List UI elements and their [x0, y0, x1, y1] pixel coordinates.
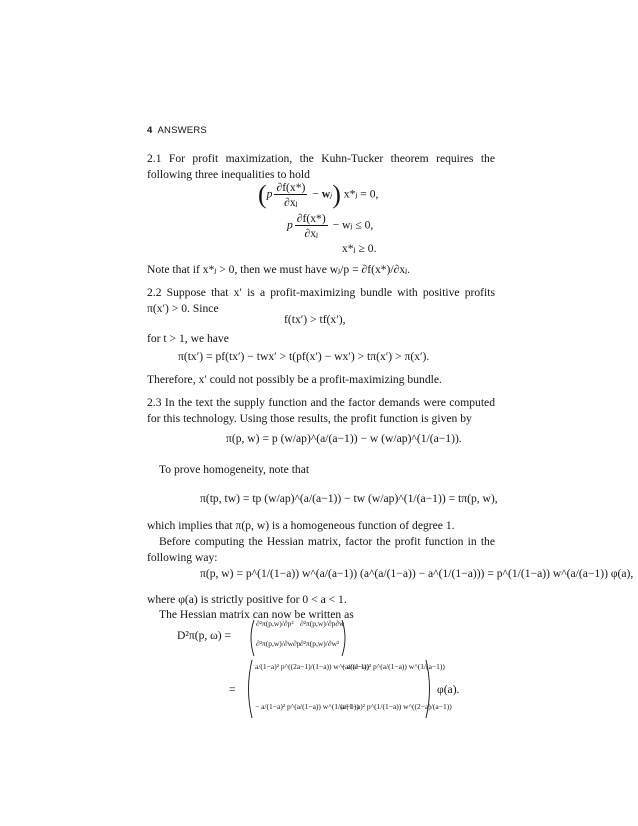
- homogeneity-conclusion: which implies that π(p, w) is a homogeneous function of degree 1.: [147, 519, 455, 532]
- kt-frac-den: ∂xⱼ: [284, 196, 298, 209]
- page-number: 4: [147, 125, 153, 136]
- hessian-lhs: D²π(p, ω) =: [177, 629, 232, 642]
- answer-2-3-text: 2.3 In the text the supply function and the factor demands were computed for this technology. Using those results, the profit function is given by: [147, 396, 495, 425]
- answer-2-1-note: Note that if x*ⱼ > 0, then we must have wⱼ/p = ∂f(x*)/∂xⱼ.: [147, 263, 411, 276]
- kt-eq1-rhs: x*ⱼ = 0,: [343, 187, 379, 201]
- hessian-equals: =: [229, 683, 236, 696]
- hessian-cell-ww: ∂²π(p,w)/∂w²: [300, 639, 340, 648]
- kt-equation-3: x*ⱼ ≥ 0.: [342, 242, 377, 255]
- explicit-cell-12: − a/(1−a)² p^(a/(1−a)) w^(1/(a−1)): [341, 662, 445, 671]
- kt-eq2-rhs: − wⱼ ≤ 0,: [332, 218, 374, 232]
- hessian-cell-pp: ∂²π(p,w)/∂p²: [256, 619, 294, 628]
- factor-intro: Before computing the Hessian matrix, factor the profit function in the following way:: [147, 535, 495, 564]
- hessian-cell-wp: ∂²π(p,w)/∂w∂p: [256, 639, 301, 648]
- kt-frac-num: ∂f(x*): [276, 181, 306, 194]
- explicit-cell-21: − a/(1−a)² p^(a/(1−a)) w^(1/(a−1)): [255, 702, 359, 711]
- hessian-cell-pw: ∂²π(p,w)/∂p∂w: [300, 619, 345, 628]
- profit-chain-equation: π(tx′) = pf(tx′) − twx′ > t(pf(x′) − wx′) > tπ(x′) > π(x′).: [178, 350, 430, 363]
- answer-2-1-text: 2.1 For profit maximization, the Kuhn-Tucker theorem requires the following three inequalities to hold: [147, 152, 495, 181]
- profit-function-equation: π(p, w) = p (w/ap)^(a/(a−1)) − w (w/ap)^(1/(a−1)).: [226, 432, 462, 445]
- explicit-cell-22: a/(1−a)² p^(1/(1−a)) w^((2−a)/(a−1)): [341, 702, 452, 711]
- kt-equation-1: (p $\frac{\partial f(x*)}{\text{∂xⱼ}}$ − wj) x*ⱼ = 0,: [258, 180, 379, 209]
- running-header: [147, 125, 207, 136]
- answer-2-2-conclusion: Therefore, x′ could not possibly be a profit-maximizing bundle.: [147, 373, 442, 386]
- kt-equation-2: p $\frac{\partial f(x*)}{\text{∂xⱼ}}$ − wⱼ ≤ 0,: [287, 212, 374, 240]
- homogeneity-intro: To prove homogeneity, note that: [159, 463, 310, 476]
- hessian-symbolic-matrix: [248, 618, 348, 658]
- section-title: ANSWERS: [157, 125, 207, 136]
- for-t-text: for t > 1, we have: [147, 332, 229, 345]
- since-equation: f(tx′) > tf(x′),: [284, 313, 346, 326]
- answer-2-2-text: 2.2 Suppose that x′ is a profit-maximizing bundle with positive profits π(x′) > 0. Since: [147, 286, 495, 315]
- hessian-intro: The Hessian matrix can now be written as: [159, 608, 354, 621]
- factored-profit-equation: π(p, w) = p^(1/(1−a)) w^(a/(a−1)) (a^(a/(1−a)) − a^(1/(1−a))) = p^(1/(1−a)) w^(a/(a−1)) φ(a),: [200, 567, 634, 580]
- phi-condition: where φ(a) is strictly positive for 0 < a < 1.: [147, 593, 347, 606]
- explicit-cell-11: a/(1−a)² p^((2a−1)/(1−a)) w^(a/(a−1)): [255, 662, 370, 671]
- phi-factor: φ(a).: [437, 683, 460, 696]
- homogeneity-equation: π(tp, tw) = tp (w/ap)^(a/(a−1)) − tw (w/ap)^(1/(a−1)) = tπ(p, w),: [200, 492, 498, 505]
